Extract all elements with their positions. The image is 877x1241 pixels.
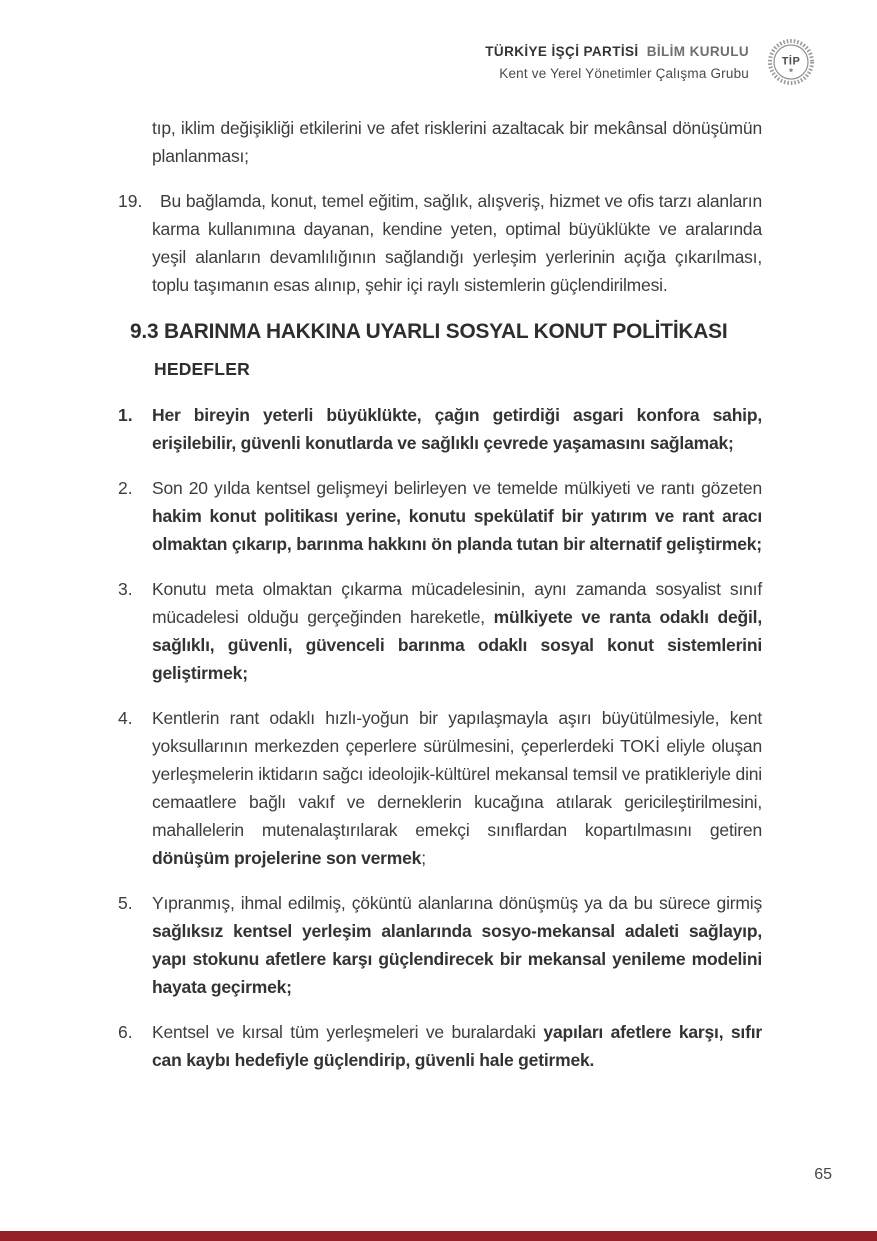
- list-item: [118, 401, 762, 457]
- item-number: 1.: [118, 405, 133, 425]
- header-text: [485, 44, 749, 81]
- item-number: 5.: [118, 893, 133, 913]
- body-text: Yıpranmış, ihmal edilmiş, çöküntü alanlarına dönüşmüş ya da bu sürece girmiş: [152, 893, 762, 913]
- org-title: TÜRKİYE İŞÇİ PARTİSİ: [485, 43, 639, 59]
- item-text: [152, 889, 762, 1001]
- org-division: BİLİM KURULU: [646, 43, 749, 59]
- item-text: [152, 187, 762, 299]
- org-subtitle: Kent ve Yerel Yönetimler Çalışma Grubu: [499, 65, 749, 81]
- item-text: [152, 401, 762, 457]
- list-item: [118, 575, 762, 687]
- emphasis-text: sağlıksız kentsel yerleşim alanlarında sosyo-mekansal adaleti sağlayıp, yapı stokunu afetlere karşı güçlendirecek bir mekansal yenileme modelini hayata geçirmek;: [152, 921, 762, 997]
- item-text: [152, 575, 762, 687]
- item-number: 3.: [118, 579, 133, 599]
- item-number: 2.: [118, 478, 133, 498]
- section-subheading: HEDEFLER: [154, 359, 250, 379]
- list-item: [118, 474, 762, 558]
- emphasis-text: Her bireyin yeterli büyüklükte, çağın getirdiği asgari konfora sahip, erişilebilir, güvenli konutlarda ve sağlıklı çevrede yaşamasını sağlamak;: [152, 405, 762, 453]
- page-number: 65: [814, 1166, 832, 1183]
- body-text: Konutu meta olmaktan çıkarma mücadelesinin, aynı zamanda sosyalist sınıf mücadelesi olduğu gerçeğinden hareketle,: [152, 579, 762, 627]
- item-text: [152, 1018, 762, 1074]
- list-item: [118, 889, 762, 1001]
- list-item: [118, 704, 762, 872]
- emphasis-text: yapıları afetlere karşı, sıfır can kaybı hedefiyle güçlendirip, güvenli hale getirmek.: [152, 1022, 762, 1070]
- tip-logo-icon: [767, 38, 815, 86]
- bottom-accent-bar: [0, 1231, 877, 1241]
- item-number: 19.: [118, 191, 143, 211]
- continuation-paragraph: [152, 114, 762, 170]
- body-text: Kentsel ve kırsal tüm yerleşmeleri ve buralardaki: [152, 1022, 544, 1042]
- body-text: Bu bağlamda, konut, temel eğitim, sağlık, alışveriş, hizmet ve ofis tarzı alanların karma kullanımına dayanan, kendine yeten, optimal büyüklükte ve aralarında yeşil alanların devamlılığının sağlandığı yerleşim yerlerinin açığa çıkarılması, toplu taşımanın esas alınıp, şehir içi raylı sistemlerin güçlendirilmesi.: [152, 191, 762, 295]
- body-text: ;: [421, 848, 426, 868]
- tip-logo-text: TİP: [781, 55, 801, 68]
- tip-logo-star-icon: ★: [787, 66, 795, 75]
- emphasis-text: dönüşüm projelerine son vermek: [152, 848, 422, 868]
- section-heading: 9.3 BARINMA HAKKINA UYARLI SOSYAL KONUT POLİTİKASI: [130, 319, 728, 343]
- body-text: tıp, iklim değişikliği etkilerini ve afet risklerini azaltacak bir mekânsal dönüşümün planlanması;: [152, 118, 762, 166]
- list-item: [118, 187, 762, 299]
- numbered-list: [118, 187, 762, 299]
- item-text: [152, 704, 762, 872]
- emphasis-text: hakim konut politikası yerine, konutu spekülatif bir yatırım ve rant aracı olmaktan çıkarıp, barınma hakkını ön planda tutan bir alternatif geliştirmek;: [152, 506, 762, 554]
- goals-list: [118, 401, 762, 1074]
- emphasis-text: mülkiyete ve ranta odaklı değil, sağlıklı, güvenli, güvenceli barınma odaklı sosyal konut sistemlerini geliştirmek;: [152, 607, 762, 683]
- item-number: 4.: [118, 708, 133, 728]
- body-text: Kentlerin rant odaklı hızlı-yoğun bir yapılaşmayla aşırı büyütülmesiyle, kent yoksullarının merkezden çeperlere sürülmesini, çeperlerdeki TOKİ eliyle oluşan yerleşmelerin iktidarın sağcı ideolojik-kültürel mekansal temsil ve pratikleriyle dini cemaatlere bağlı vakıf ve derneklerin kucağına atılarak gericileştirilmesini, mahallelerin mutenalaştırılarak emekçi sınıflardan kopartılmasını getiren: [152, 708, 762, 840]
- body-text: Son 20 yılda kentsel gelişmeyi belirleyen ve temelde mülkiyeti ve rantı gözeten: [152, 478, 762, 498]
- header: [485, 38, 815, 86]
- content: [118, 114, 762, 1091]
- item-text: [152, 474, 762, 558]
- org-title-line: [485, 44, 749, 59]
- item-number: 6.: [118, 1022, 133, 1042]
- list-item: [118, 1018, 762, 1074]
